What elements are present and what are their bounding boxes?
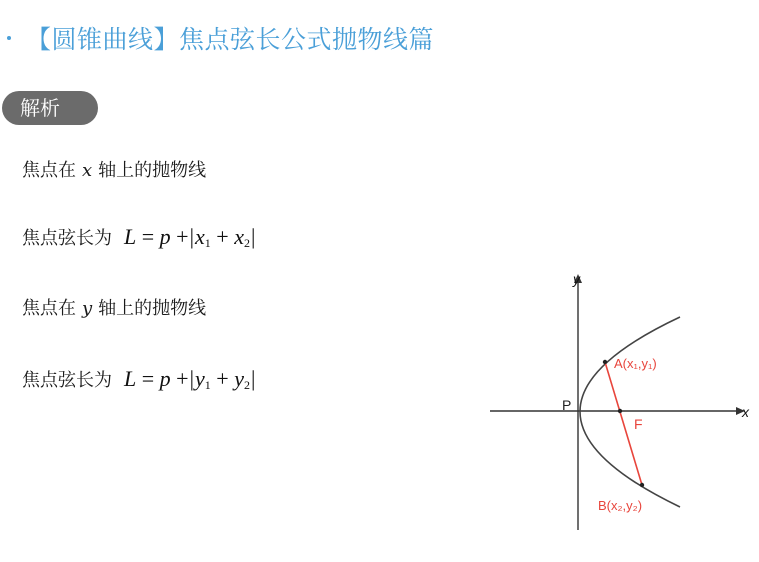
text-pre: 焦点在 [22,298,76,319]
x-axis-label: x [742,404,749,420]
label-chord-length: 焦点弦长为 [22,228,112,249]
line-x-axis-parabola [22,156,206,182]
point-b-dot [640,483,644,487]
var-x: x [82,160,93,181]
parabola-diagram [480,262,755,537]
formula-x: $L = p +|x_1 + x_2|$ [124,224,256,250]
label-chord-length: 焦点弦长为 [22,370,112,391]
line-y-axis-parabola [22,294,206,320]
y-axis-label: y [573,271,580,287]
page-title: 【圆锥曲线】焦点弦长公式抛物线篇 [26,25,435,54]
parabola-curve [580,317,680,507]
point-a-label: A(x₁,y₁) [614,356,657,371]
point-b-label: B(x₂,y₂) [598,498,643,513]
text-pre: 焦点在 [22,160,76,181]
line-chord-length-y [22,366,256,393]
focus-label: F [634,416,643,432]
var-y: y [82,298,93,319]
line-chord-length-x [22,224,256,251]
origin-label: P [562,397,572,413]
analysis-badge: 解析 [2,91,98,125]
bullet-dot [7,36,11,40]
point-a-dot [603,360,607,364]
formula-y: $L = p +|y_1 + y_2|$ [124,366,256,392]
text-post: 轴上的抛物线 [98,298,207,319]
focus-dot [618,409,622,413]
text-post: 轴上的抛物线 [98,160,207,181]
